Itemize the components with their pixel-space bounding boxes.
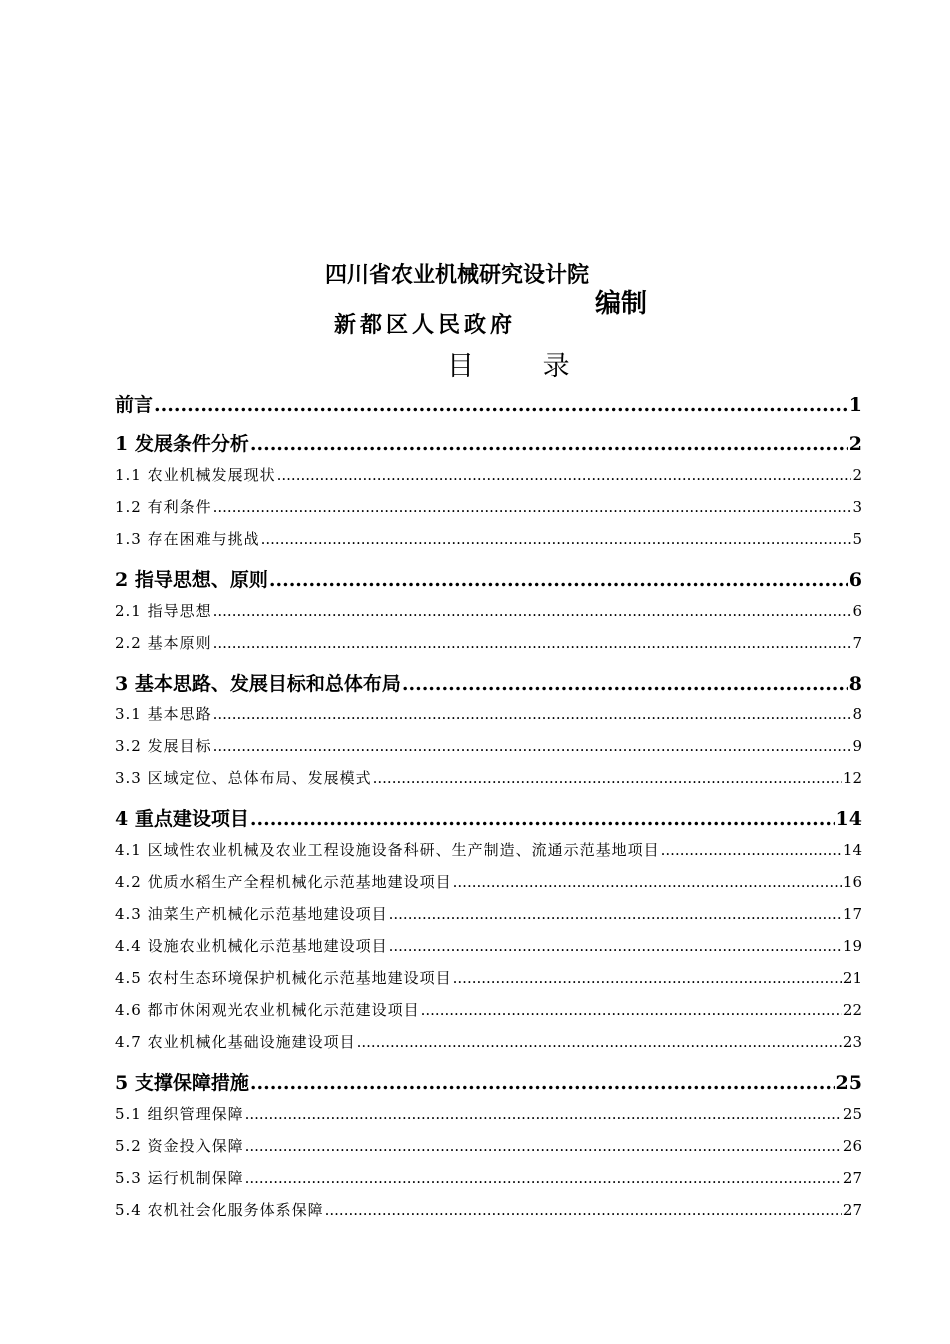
- toc-entry-label: 1.1 农业机械发展现状: [115, 466, 276, 484]
- toc-page-number: 17: [842, 905, 862, 923]
- toc-section-row[interactable]: [115, 999, 862, 1020]
- toc-dot-leader: [269, 569, 848, 591]
- toc-page-number: 26: [842, 1137, 862, 1155]
- toc-entry-label: 3.3 区域定位、总体布局、发展模式: [115, 769, 372, 787]
- toc-section-row[interactable]: [115, 496, 862, 517]
- toc-title: 目 录: [447, 351, 600, 382]
- toc-dot-leader: [245, 1137, 842, 1155]
- toc-entry-label: 3 基本思路、发展目标和总体布局: [115, 673, 401, 695]
- toc-entry-label: 4.6 都市休闲观光农业机械化示范建设项目: [115, 1001, 420, 1019]
- toc-section-row[interactable]: [115, 935, 862, 956]
- toc-page-number: 7: [852, 634, 862, 652]
- toc-page-number: 8: [848, 673, 862, 695]
- toc-chapter-row[interactable]: [115, 1068, 862, 1095]
- toc-chapter-row[interactable]: [115, 669, 862, 696]
- toc-entry-label: 1 发展条件分析: [115, 433, 249, 455]
- toc-dot-leader: [661, 841, 842, 859]
- toc-page-number: 1: [848, 394, 862, 416]
- toc-section-row[interactable]: [115, 967, 862, 988]
- toc-page-number: 27: [842, 1201, 862, 1219]
- toc-page-number: 14: [842, 841, 862, 859]
- toc-dot-leader: [277, 466, 852, 484]
- toc-dot-leader: [389, 937, 842, 955]
- toc-section-row[interactable]: [115, 464, 862, 485]
- toc-section-row[interactable]: [115, 600, 862, 621]
- toc-dot-leader: [402, 673, 848, 695]
- toc-page-number: 14: [835, 808, 862, 830]
- toc-section-row[interactable]: [115, 871, 862, 892]
- toc-page-number: 16: [842, 873, 862, 891]
- toc-section-row[interactable]: [115, 839, 862, 860]
- toc-page-number: 8: [852, 705, 862, 723]
- toc-dot-leader: [213, 705, 852, 723]
- toc-dot-leader: [453, 873, 842, 891]
- toc-entry-label: 3.2 发展目标: [115, 737, 212, 755]
- toc-entry-label: 前言: [115, 394, 154, 416]
- toc-page-number: 27: [842, 1169, 862, 1187]
- toc-page-number: 21: [842, 969, 862, 987]
- toc-page-number: 22: [842, 1001, 862, 1019]
- toc-dot-leader: [357, 1033, 842, 1051]
- toc-page-number: 12: [842, 769, 862, 787]
- toc-page-number: 6: [852, 602, 862, 620]
- toc-entry-label: 4.1 区域性农业机械及农业工程设施设备科研、生产制造、流通示范基地项目: [115, 841, 660, 859]
- toc-entry-label: 5.2 资金投入保障: [115, 1137, 244, 1155]
- toc-dot-leader: [421, 1001, 842, 1019]
- toc-page-number: 2: [852, 466, 862, 484]
- toc-page-number: 19: [842, 937, 862, 955]
- toc-section-row[interactable]: [115, 767, 862, 788]
- toc-page-number: 3: [852, 498, 862, 516]
- toc-dot-leader: [213, 634, 852, 652]
- compiled-label: 编制: [595, 289, 648, 319]
- toc-section-row[interactable]: [115, 1103, 862, 1124]
- org-secondary: 新都区人民政府: [334, 312, 517, 338]
- toc-dot-leader: [245, 1105, 842, 1123]
- toc-entry-label: 3.1 基本思路: [115, 705, 212, 723]
- toc-page-number: 5: [852, 530, 862, 548]
- toc-entry-label: 5.4 农机社会化服务体系保障: [115, 1201, 324, 1219]
- toc-dot-leader: [250, 1072, 835, 1094]
- toc-entry-label: 4.3 油菜生产机械化示范基地建设项目: [115, 905, 388, 923]
- toc-page-number: 2: [848, 433, 862, 455]
- toc-page-number: 6: [848, 569, 862, 591]
- toc-section-row[interactable]: [115, 632, 862, 653]
- toc-page-number: 23: [842, 1033, 862, 1051]
- toc-entry-label: 2.1 指导思想: [115, 602, 212, 620]
- toc-section-row[interactable]: [115, 528, 862, 549]
- org-primary: 四川省农业机械研究设计院: [325, 262, 590, 288]
- toc-chapter-row[interactable]: [115, 429, 862, 456]
- toc-section-row[interactable]: [115, 1199, 862, 1220]
- toc-entry-label: 4 重点建设项目: [115, 808, 249, 830]
- toc-entry-label: 5.1 组织管理保障: [115, 1105, 244, 1123]
- toc-entry-label: 4.4 设施农业机械化示范基地建设项目: [115, 937, 388, 955]
- toc-dot-leader: [213, 602, 852, 620]
- toc-dot-leader: [250, 808, 835, 830]
- toc-dot-leader: [250, 433, 848, 455]
- toc-page-number: 25: [842, 1105, 862, 1123]
- toc-section-row[interactable]: [115, 1167, 862, 1188]
- toc-dot-leader: [453, 969, 842, 987]
- toc-entry-label: 5.3 运行机制保障: [115, 1169, 244, 1187]
- toc-entry-label: 4.2 优质水稻生产全程机械化示范基地建设项目: [115, 873, 452, 891]
- toc-section-row[interactable]: [115, 1135, 862, 1156]
- toc-dot-leader: [154, 394, 848, 416]
- toc-entry-label: 4.7 农业机械化基础设施建设项目: [115, 1033, 356, 1051]
- toc-entry-label: 1.2 有利条件: [115, 498, 212, 516]
- toc-chapter-row[interactable]: [115, 804, 862, 831]
- toc-entry-label: 2.2 基本原则: [115, 634, 212, 652]
- toc-dot-leader: [325, 1201, 842, 1219]
- toc-dot-leader: [261, 530, 852, 548]
- toc-section-row[interactable]: [115, 703, 862, 724]
- toc-page-number: 25: [835, 1072, 862, 1094]
- toc-dot-leader: [213, 498, 852, 516]
- toc-entry-label: 2 指导思想、原则: [115, 569, 268, 591]
- toc-dot-leader: [213, 737, 852, 755]
- toc-section-row[interactable]: [115, 903, 862, 924]
- toc-chapter-row[interactable]: [115, 565, 862, 592]
- toc-section-row[interactable]: [115, 735, 862, 756]
- toc-entry-label: 1.3 存在困难与挑战: [115, 530, 260, 548]
- toc-dot-leader: [245, 1169, 842, 1187]
- toc-entry-label: 5 支撑保障措施: [115, 1072, 249, 1094]
- toc-section-row[interactable]: [115, 1031, 862, 1052]
- toc-page-number: 9: [852, 737, 862, 755]
- toc-dot-leader: [389, 905, 842, 923]
- toc-chapter-row[interactable]: [115, 390, 862, 417]
- toc-dot-leader: [373, 769, 842, 787]
- toc-entry-label: 4.5 农村生态环境保护机械化示范基地建设项目: [115, 969, 452, 987]
